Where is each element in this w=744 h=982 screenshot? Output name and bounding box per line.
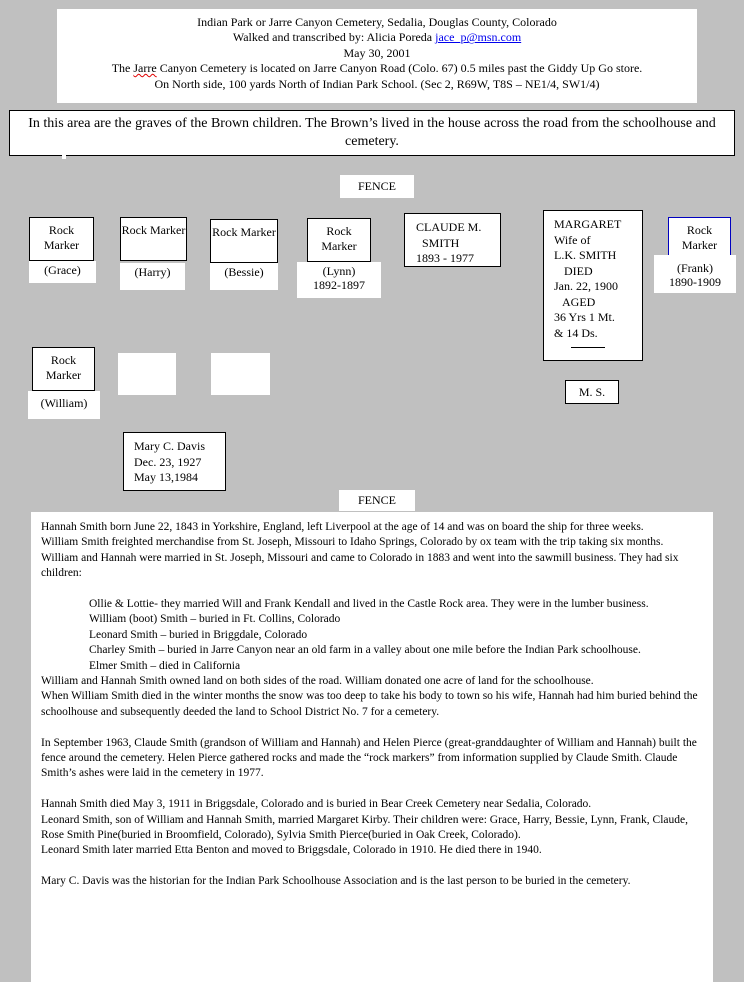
child-entry: Elmer Smith – died in California (89, 659, 241, 672)
ms-marker: M. S. (565, 380, 619, 404)
rock-marker-frank: Rock Marker (668, 217, 731, 260)
history-paragraph: William and Hannah Smith owned land on both sides of the road. William donated one acre of land for the schoolhouse. (41, 675, 594, 688)
email-link[interactable]: jace_p@msn.com (435, 30, 522, 45)
grave-label-frank: (Frank) 1890-1909 (654, 255, 736, 293)
history-paragraph: William Smith freighted merchandise from St. Joseph, Missouri to Idaho Springs, Colorado by ox team with the trip taking six months. (41, 536, 664, 549)
fence-top: FENCE (340, 175, 414, 198)
history-paragraph: In September 1963, Claude Smith (grandson of William and Hannah) and Helen Pierce (great-granddaughter of William and Hannah) built the fence around the cemetery. Helen Pierce gathered rocks and made the “rock markers” from information supplied by Claude Smith. Claude Smith’s ashes were laid in the cemetery in 1977. (41, 736, 697, 780)
grave-label-lynn: (Lynn) 1892-1897 (297, 262, 381, 298)
history-paragraph: Leonard Smith later married Etta Benton and moved to Briggsdale, Colorado in 1910. He died there in 1940. (41, 844, 542, 857)
history-paragraph: William and Hannah were married in St. Joseph, Missouri and came to Colorado in 1883 and went into the sawmill business. They had six children: (41, 551, 679, 580)
grave-label-harry: (Harry) (120, 263, 185, 290)
history-paragraph: Hannah Smith died May 3, 1911 in Briggsdale, Colorado and is buried in Bear Creek Cemetery near Sedalia, Colorado. (41, 798, 592, 811)
rock-marker-harry: Rock Marker (120, 217, 187, 261)
child-entry: William (boot) Smith – buried in Ft. Collins, Colorado (89, 613, 341, 626)
child-entry: Leonard Smith – buried in Briggdale, Colorado (89, 628, 308, 641)
blank-grave-marker (118, 353, 176, 395)
mary-davis-headstone: Mary C. Davis Dec. 23, 1927 May 13,1984 (123, 432, 226, 491)
grave-label-bessie: (Bessie) (210, 263, 278, 290)
rock-marker-bessie: Rock Marker (210, 219, 278, 263)
family-history-text (31, 512, 713, 982)
divider-dot (62, 155, 66, 159)
grave-label-william: (William) (28, 391, 100, 419)
claude-smith-headstone: CLAUDE M. SMITH 1893 - 1977 (404, 213, 501, 267)
fence-bottom: FENCE (339, 490, 415, 511)
child-entry: Ollie & Lottie- they married Will and Frank Kendall and lived in the Castle Rock area. They were in the lumber business. (89, 598, 649, 611)
location-line: The Jarre Canyon Cemetery is located on Jarre Canyon Road (Colo. 67) 0.5 miles past the Giddy Up Go store. (111, 61, 643, 76)
directions-line: On North side, 100 yards North of Indian Park School. (Sec 2, R69W, T8S – NE1/4, SW1/4) (154, 76, 600, 91)
rock-marker-grace: Rock Marker (29, 217, 94, 261)
grave-label-grace: (Grace) (29, 261, 96, 283)
rock-marker-lynn: Rock Marker (307, 218, 371, 262)
transcriber-line: Walked and transcribed by: Alicia Poreda jace_p@msn.com (232, 30, 522, 45)
rock-marker-william: Rock Marker (32, 347, 95, 391)
cemetery-title: Indian Park or Jarre Canyon Cemetery, Sedalia, Douglas County, Colorado (197, 15, 557, 29)
history-paragraph: Mary C. Davis was the historian for the Indian Park Schoolhouse Association and is the last person to be buried in the cemetery. (41, 875, 631, 888)
date-line: May 30, 2001 (343, 45, 411, 60)
history-paragraph: When William Smith died in the winter months the snow was too deep to take his body to town so his wife, Hannah had him buried behind the schoolhouse and subsequently deeded the land to School District No. 7 for a cemetery. (41, 690, 698, 718)
margaret-smith-headstone: MARGARET Wife of L.K. SMITH DIED Jan. 22, 1900 AGED 36 Yrs 1 Mt. & 14 Ds. (543, 210, 643, 361)
blank-grave-marker (211, 353, 270, 395)
headstone-rule (571, 347, 605, 348)
header-box (57, 9, 697, 103)
history-paragraph: Hannah Smith born June 22, 1843 in Yorkshire, England, left Liverpool at the age of 14 and was on board the ship for three weeks. (41, 521, 644, 533)
intro-box: In this area are the graves of the Brown children. The Brown’s lived in the house across the road from the schoolhouse and cemetery. (9, 110, 735, 156)
history-paragraph: Leonard Smith, son of William and Hannah Smith, married Margaret Kirby. Their children were: Grace, Harry, Bessie, Lynn, Frank, Claude, Rose Smith Pine(buried in Broomfield, Colorado), Sylvia Smith Pierce(buried in Oak Creek, Colorado). (41, 813, 688, 842)
child-entry: Charley Smith – buried in Jarre Canyon near an old farm in a valley about one mile before the Indian Park schoolhouse. (89, 644, 641, 657)
